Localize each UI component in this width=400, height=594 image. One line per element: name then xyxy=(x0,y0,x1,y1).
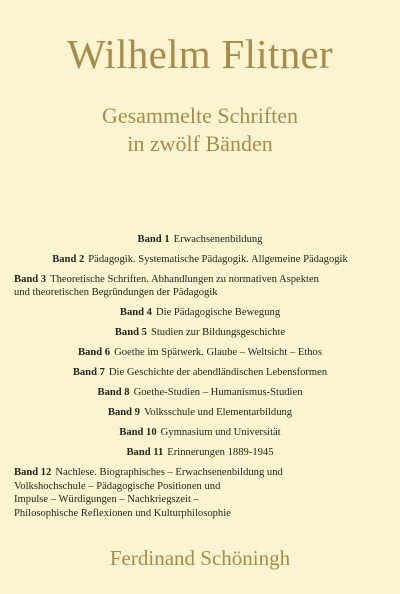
volume-number: Band 2 xyxy=(52,254,85,265)
volume-number: Band 8 xyxy=(97,387,130,399)
volume-title: Nachlese. Biographisches – Erwachsenenbildung und xyxy=(55,467,283,479)
volume-number: Band 11 xyxy=(126,447,164,459)
volume-title: Erwachsenenbildung xyxy=(173,234,263,245)
volume-entry xyxy=(14,446,386,459)
volume-entry xyxy=(14,426,386,439)
volume-number: Band 1 xyxy=(137,234,170,245)
volume-entry xyxy=(14,233,386,246)
volume-number: Band 9 xyxy=(107,407,140,419)
volume-title-continued: Philosophische Reflexionen und Kulturphilosophie xyxy=(14,507,231,519)
volume-title: Goethe im Spätwerk. Glaube – Weltsicht – Ethos xyxy=(114,347,322,359)
volume-entry xyxy=(14,273,386,300)
volume-title: Erinnerungen 1889-1945 xyxy=(167,447,274,459)
volume-title: Volksschule und Elementarbildung xyxy=(143,407,293,419)
volume-entry xyxy=(14,253,386,266)
volume-title: Die Pädagogische Bewegung xyxy=(155,307,281,319)
volume-title-continued: Volkshochschule – Pädagogische Positionen und xyxy=(14,480,221,492)
volume-entry xyxy=(14,326,386,339)
volume-title: Gymnasium und Universität xyxy=(160,427,281,439)
volume-list xyxy=(14,233,386,527)
volume-number: Band 4 xyxy=(119,307,152,319)
volume-number: Band 10 xyxy=(119,427,157,439)
volume-entry xyxy=(14,366,386,379)
volume-number: Band 5 xyxy=(114,327,147,339)
volume-number: Band 3 xyxy=(14,274,47,285)
volume-number: Band 6 xyxy=(78,347,111,359)
volume-title: Die Geschichte der abendländischen Lebensformen xyxy=(108,367,328,379)
volume-number: Band 12 xyxy=(14,467,52,479)
volume-entry xyxy=(14,346,386,359)
volume-title: Goethe-Studien – Humanismus-Studien xyxy=(133,387,303,399)
volume-entry xyxy=(14,306,386,319)
volume-entry xyxy=(14,386,386,399)
volume-entry xyxy=(14,466,386,520)
volume-entry xyxy=(14,406,386,419)
subtitle-line-2: in zwölf Bänden xyxy=(127,131,273,156)
author-name: Wilhelm Flitner xyxy=(67,31,333,77)
volume-title: Pädagogik. Systematische Pädagogik. Allgemeine Pädagogik xyxy=(88,254,348,265)
subtitle-line-1: Gesammelte Schriften xyxy=(101,103,299,128)
volume-title-continued: und theoretischen Begründungen der Pädagogik xyxy=(14,287,218,299)
volume-number: Band 7 xyxy=(72,367,105,379)
volume-title: Studien zur Bildungsgeschichte xyxy=(150,327,286,339)
volume-title: Theoretische Schriften. Abhandlungen zu normativen Aspekten xyxy=(50,274,319,285)
publisher-name: Ferdinand Schöningh xyxy=(109,546,291,570)
book-subtitle xyxy=(0,102,400,158)
volume-title-continued: Impulse – Würdigungen – Nachkriegszeit – xyxy=(14,494,199,506)
